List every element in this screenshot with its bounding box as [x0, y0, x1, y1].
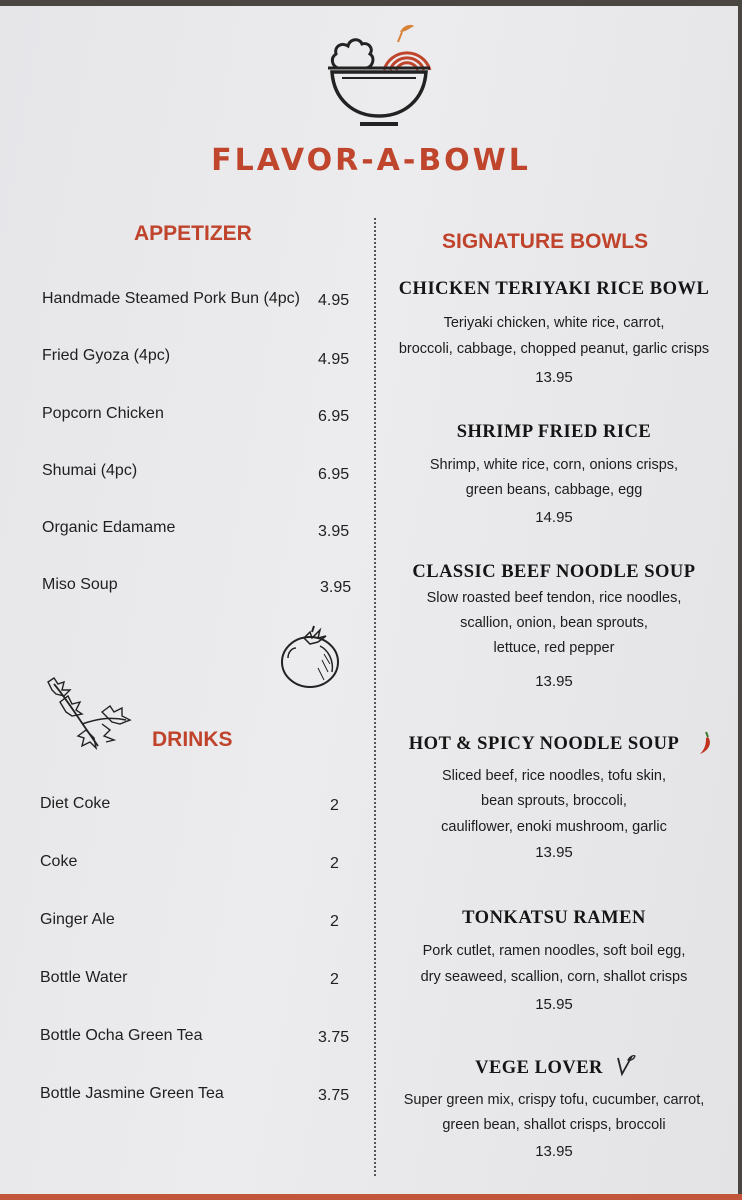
bowl-name: CLASSIC BEEF NOODLE SOUP — [412, 562, 696, 582]
appetizer-item-price: 4.95 — [318, 292, 350, 309]
bottom-edge — [0, 1194, 742, 1200]
chili-pepper-icon — [696, 730, 714, 756]
appetizer-heading: APPETIZER — [134, 222, 252, 245]
bowl-ingredients: cauliflower, enoki mushroom, garlic — [441, 819, 667, 835]
bowl-ingredients: green beans, cabbage, egg — [465, 482, 643, 498]
bowl-price: 13.95 — [535, 1143, 573, 1160]
drink-item-name: Bottle Water — [40, 969, 128, 986]
drink-item-price: 3.75 — [318, 1029, 350, 1046]
appetizer-item-price: 6.95 — [318, 466, 350, 483]
bowl-ingredients: dry seaweed, scallion, corn, shallot crisps — [420, 969, 688, 985]
signature-bowls-heading: SIGNATURE BOWLS — [442, 230, 649, 253]
bowl-name: TONKATSU RAMEN — [462, 908, 646, 928]
bowl-ingredients: broccoli, cabbage, chopped peanut, garlic crisps — [398, 341, 710, 357]
bowl-ingredients: Super green mix, crispy tofu, cucumber, carrot, — [403, 1092, 705, 1108]
bowl-price: 14.95 — [535, 509, 573, 526]
appetizer-item-price: 3.95 — [320, 579, 352, 596]
drink-item-price: 2 — [330, 797, 339, 814]
bowl-name: SHRIMP FRIED RICE — [456, 422, 652, 442]
bowl-ingredients: Shrimp, white rice, corn, onions crisps, — [429, 457, 679, 473]
drink-item-price: 2 — [330, 971, 339, 988]
tomato-icon — [278, 624, 344, 690]
appetizer-item-name: Organic Edamame — [42, 519, 176, 536]
appetizer-item-name: Shumai (4pc) — [42, 462, 138, 479]
drink-item-name: Bottle Ocha Green Tea — [40, 1027, 203, 1044]
leaf-sprout-icon — [614, 1052, 636, 1078]
drink-item-name: Coke — [40, 853, 78, 870]
bowl-ingredients: lettuce, red pepper — [493, 640, 615, 656]
drink-item-price: 2 — [330, 855, 339, 872]
bowl-price: 13.95 — [535, 673, 573, 690]
column-divider — [374, 218, 376, 1176]
appetizer-item-name: Fried Gyoza (4pc) — [42, 347, 171, 364]
drink-item-name: Ginger Ale — [40, 911, 115, 928]
drinks-heading: DRINKS — [152, 728, 233, 751]
bowl-name: CHICKEN TERIYAKI RICE BOWL — [398, 279, 710, 299]
bowl-price: 13.95 — [535, 844, 573, 861]
bowl-ingredients: scallion, onion, bean sprouts, — [460, 615, 648, 631]
appetizer-item-price: 3.95 — [318, 523, 350, 540]
appetizer-item-price: 4.95 — [318, 351, 350, 368]
bowl-ingredients: Pork cutlet, ramen noodles, soft boil egg, — [422, 943, 686, 959]
bowl-price: 15.95 — [535, 996, 573, 1013]
appetizer-item-price: 6.95 — [318, 408, 350, 425]
bowl-ingredients: green bean, shallot crisps, broccoli — [442, 1117, 666, 1133]
drink-item-price: 3.75 — [318, 1087, 350, 1104]
appetizer-item-name: Miso Soup — [42, 576, 118, 593]
appetizer-item-name: Popcorn Chicken — [42, 405, 164, 422]
bowl-ingredients: Slow roasted beef tendon, rice noodles, — [426, 590, 682, 606]
bowl-name: VEGE LOVER — [475, 1058, 603, 1078]
bowl-name: HOT & SPICY NOODLE SOUP — [408, 734, 680, 754]
bowl-ingredients: Sliced beef, rice noodles, tofu skin, — [441, 768, 667, 784]
bowl-ingredients: bean sprouts, broccoli, — [481, 793, 627, 809]
drink-item-name: Diet Coke — [40, 795, 111, 812]
bowl-price: 13.95 — [535, 369, 573, 386]
brand-title: FLAVOR-A-BOWL — [211, 143, 531, 178]
bowl-ingredients: Teriyaki chicken, white rice, carrot, — [443, 315, 665, 331]
bowl-logo-icon — [318, 20, 438, 140]
drink-item-price: 2 — [330, 913, 339, 930]
parsley-icon — [42, 676, 134, 752]
drink-item-name: Bottle Jasmine Green Tea — [40, 1085, 224, 1102]
appetizer-item-name: Handmade Steamed Pork Bun (4pc) — [42, 290, 300, 307]
